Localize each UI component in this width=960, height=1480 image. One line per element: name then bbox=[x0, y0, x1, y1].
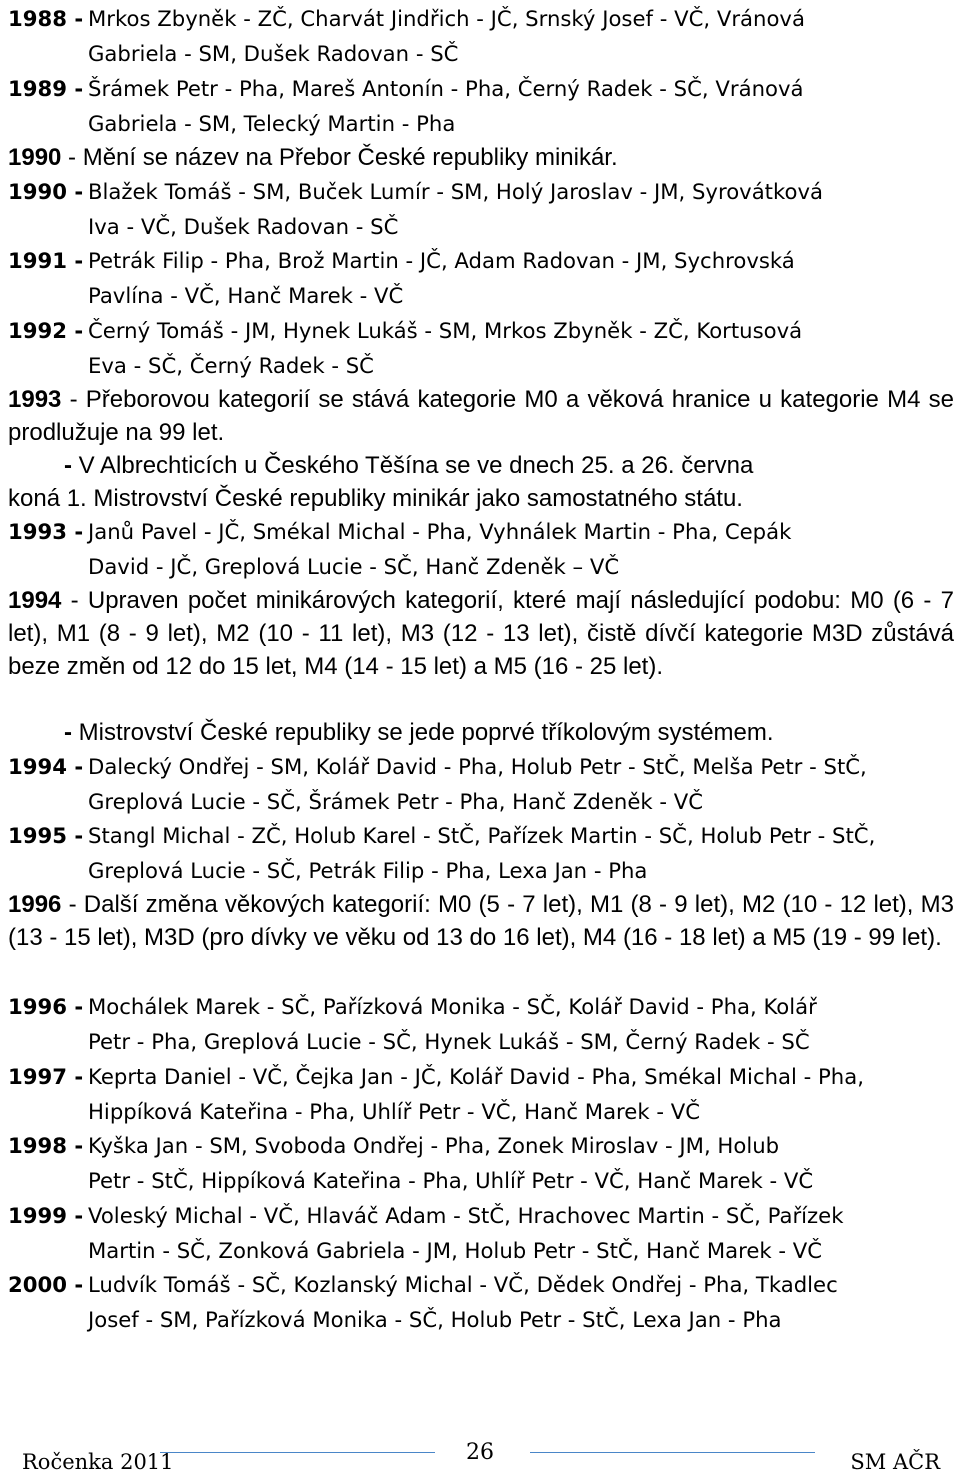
entry-line: Mochálek Marek - SČ, Pařízková Monika - SČ, Kolář David - Pha, Kolář bbox=[88, 994, 817, 1019]
entry-year: 2000 - bbox=[8, 1272, 84, 1297]
entry-year: 1992 - bbox=[8, 318, 84, 343]
entry-line: Petr - StČ, Hippíková Kateřina - Pha, Uhlíř Petr - VČ, Hanč Marek - VČ bbox=[88, 1167, 814, 1193]
entry-line: David - JČ, Greplová Lucie - SČ, Hanč Zdeněk – VČ bbox=[88, 553, 620, 579]
note-text: - Přeborovou kategorií se stává kategorie M0 a věková hranice u kategorie M4 se prodlužuje na 99 let. bbox=[8, 386, 954, 446]
entry-year: 1998 - bbox=[8, 1133, 84, 1158]
note-text: V Albrechticích u Českého Těšína se ve dnech 25. a 26. června bbox=[72, 452, 754, 479]
entry-line: Černý Tomáš - JM, Hynek Lukáš - SM, Mrkos Zbyněk - ZČ, Kortusová bbox=[88, 318, 803, 343]
note-1990 bbox=[8, 141, 954, 174]
note-1994 bbox=[8, 584, 954, 683]
entry-line: Mrkos Zbyněk - ZČ, Charvát Jindřich - JČ, Srnský Josef - VČ, Vránová bbox=[88, 6, 805, 31]
entry-line: Hippíková Kateřina - Pha, Uhlíř Petr - VČ, Hanč Marek - VČ bbox=[88, 1098, 701, 1124]
entry-year: 1993 - bbox=[8, 519, 84, 544]
entry-line: Iva - VČ, Dušek Radovan - SČ bbox=[88, 213, 399, 239]
entry-year: 1989 - bbox=[8, 76, 84, 101]
note-text: - Upraven počet minikárových kategorií, které mají následující podobu: M0 (6 - 7 let), M1 (8 - 9 let), M2 (10 - 11 let), M3 (12 - 13 let), čistě dívčí kategorie M3D zůstává beze změn od 12 do 15 let, M4 (14 - 15 let) a M5 (16 - 25 let). bbox=[8, 587, 954, 680]
entry-line: Šrámek Petr - Pha, Mareš Antonín - Pha, Černý Radek - SČ, Vránová bbox=[88, 76, 804, 101]
note-year: 1994 bbox=[8, 587, 62, 614]
note-1993-bullet bbox=[64, 449, 753, 482]
entry-line: Voleský Michal - VČ, Hlaváč Adam - StČ, Hrachovec Martin - SČ, Pařízek bbox=[88, 1203, 844, 1228]
note-year: 1996 bbox=[8, 891, 62, 918]
note-year: 1990 bbox=[8, 144, 62, 171]
entry-line: Blažek Tomáš - SM, Buček Lumír - SM, Holý Jaroslav - JM, Syrovátková bbox=[88, 179, 823, 204]
footer-rule-left bbox=[160, 1452, 435, 1453]
note-1993-bullet-continuation: koná 1. Mistrovství České republiky minikár jako samostatného státu. bbox=[8, 485, 743, 512]
entry-line: Stangl Michal - ZČ, Holub Karel - StČ, Pařízek Martin - SČ, Holub Petr - StČ, bbox=[88, 823, 876, 848]
entry-line: Ludvík Tomáš - SČ, Kozlanský Michal - VČ, Dědek Ondřej - Pha, Tkadlec bbox=[88, 1272, 838, 1297]
entry-line: Eva - SČ, Černý Radek - SČ bbox=[88, 352, 374, 378]
entry-line: Petr - Pha, Greplová Lucie - SČ, Hynek Lukáš - SM, Černý Radek - SČ bbox=[88, 1028, 810, 1054]
entry-line: Gabriela - SM, Dušek Radovan - SČ bbox=[88, 40, 459, 66]
entry-line: Greplová Lucie - SČ, Šrámek Petr - Pha, Hanč Zdeněk - VČ bbox=[88, 788, 704, 814]
entry-line: Pavlína - VČ, Hanč Marek - VČ bbox=[88, 282, 404, 308]
footer-rule-right bbox=[530, 1452, 815, 1453]
page-number: 26 bbox=[466, 1440, 494, 1465]
bullet-dash: - bbox=[64, 452, 72, 479]
note-text: - Mění se název na Přebor České republiky minikár. bbox=[61, 144, 618, 171]
entry-line: Josef - SM, Pařízková Monika - SČ, Holub Petr - StČ, Lexa Jan - Pha bbox=[88, 1306, 782, 1332]
entry-line: Dalecký Ondřej - SM, Kolář David - Pha, Holub Petr - StČ, Melša Petr - StČ, bbox=[88, 754, 867, 779]
entry-year: 1994 - bbox=[8, 754, 84, 779]
footer-publication-title: Ročenka 2011 bbox=[22, 1450, 174, 1474]
entry-line: Janů Pavel - JČ, Smékal Michal - Pha, Vyhnálek Martin - Pha, Cepák bbox=[88, 519, 792, 544]
note-1996 bbox=[8, 888, 954, 954]
entry-year: 1991 - bbox=[8, 248, 84, 273]
entry-year: 1990 - bbox=[8, 179, 84, 204]
note-year: 1993 bbox=[8, 386, 62, 413]
entry-year: 1995 - bbox=[8, 823, 84, 848]
bullet-dash: - bbox=[64, 719, 72, 746]
note-text: Mistrovství České republiky se jede poprvé tříkolovým systémem. bbox=[72, 719, 774, 746]
note-1993 bbox=[8, 383, 954, 449]
note-1994-bullet bbox=[64, 716, 774, 749]
entry-line: Petrák Filip - Pha, Brož Martin - JČ, Adam Radovan - JM, Sychrovská bbox=[88, 248, 795, 273]
entry-year: 1996 - bbox=[8, 994, 84, 1019]
entry-line: Greplová Lucie - SČ, Petrák Filip - Pha, Lexa Jan - Pha bbox=[88, 857, 648, 883]
entry-line: Keprta Daniel - VČ, Čejka Jan - JČ, Kolář David - Pha, Smékal Michal - Pha, bbox=[88, 1064, 864, 1089]
note-text: - Další změna věkových kategorií: M0 (5 - 7 let), M1 (8 - 9 let), M2 (10 - 12 let), M3 (13 - 15 let), M3D (pro dívky ve věku od 13 do 16 let), M4 (16 - 18 let) a M5 (19 - 99 let). bbox=[8, 891, 954, 951]
entry-year: 1997 - bbox=[8, 1064, 84, 1089]
entry-year: 1999 - bbox=[8, 1203, 84, 1228]
entry-line: Gabriela - SM, Telecký Martin - Pha bbox=[88, 110, 456, 136]
entry-line: Martin - SČ, Zonková Gabriela - JM, Holub Petr - StČ, Hanč Marek - VČ bbox=[88, 1237, 823, 1263]
entry-year: 1988 - bbox=[8, 6, 84, 31]
entry-line: Kyška Jan - SM, Svoboda Ondřej - Pha, Zonek Miroslav - JM, Holub bbox=[88, 1133, 780, 1158]
footer-organization: SM AČR bbox=[850, 1450, 940, 1474]
